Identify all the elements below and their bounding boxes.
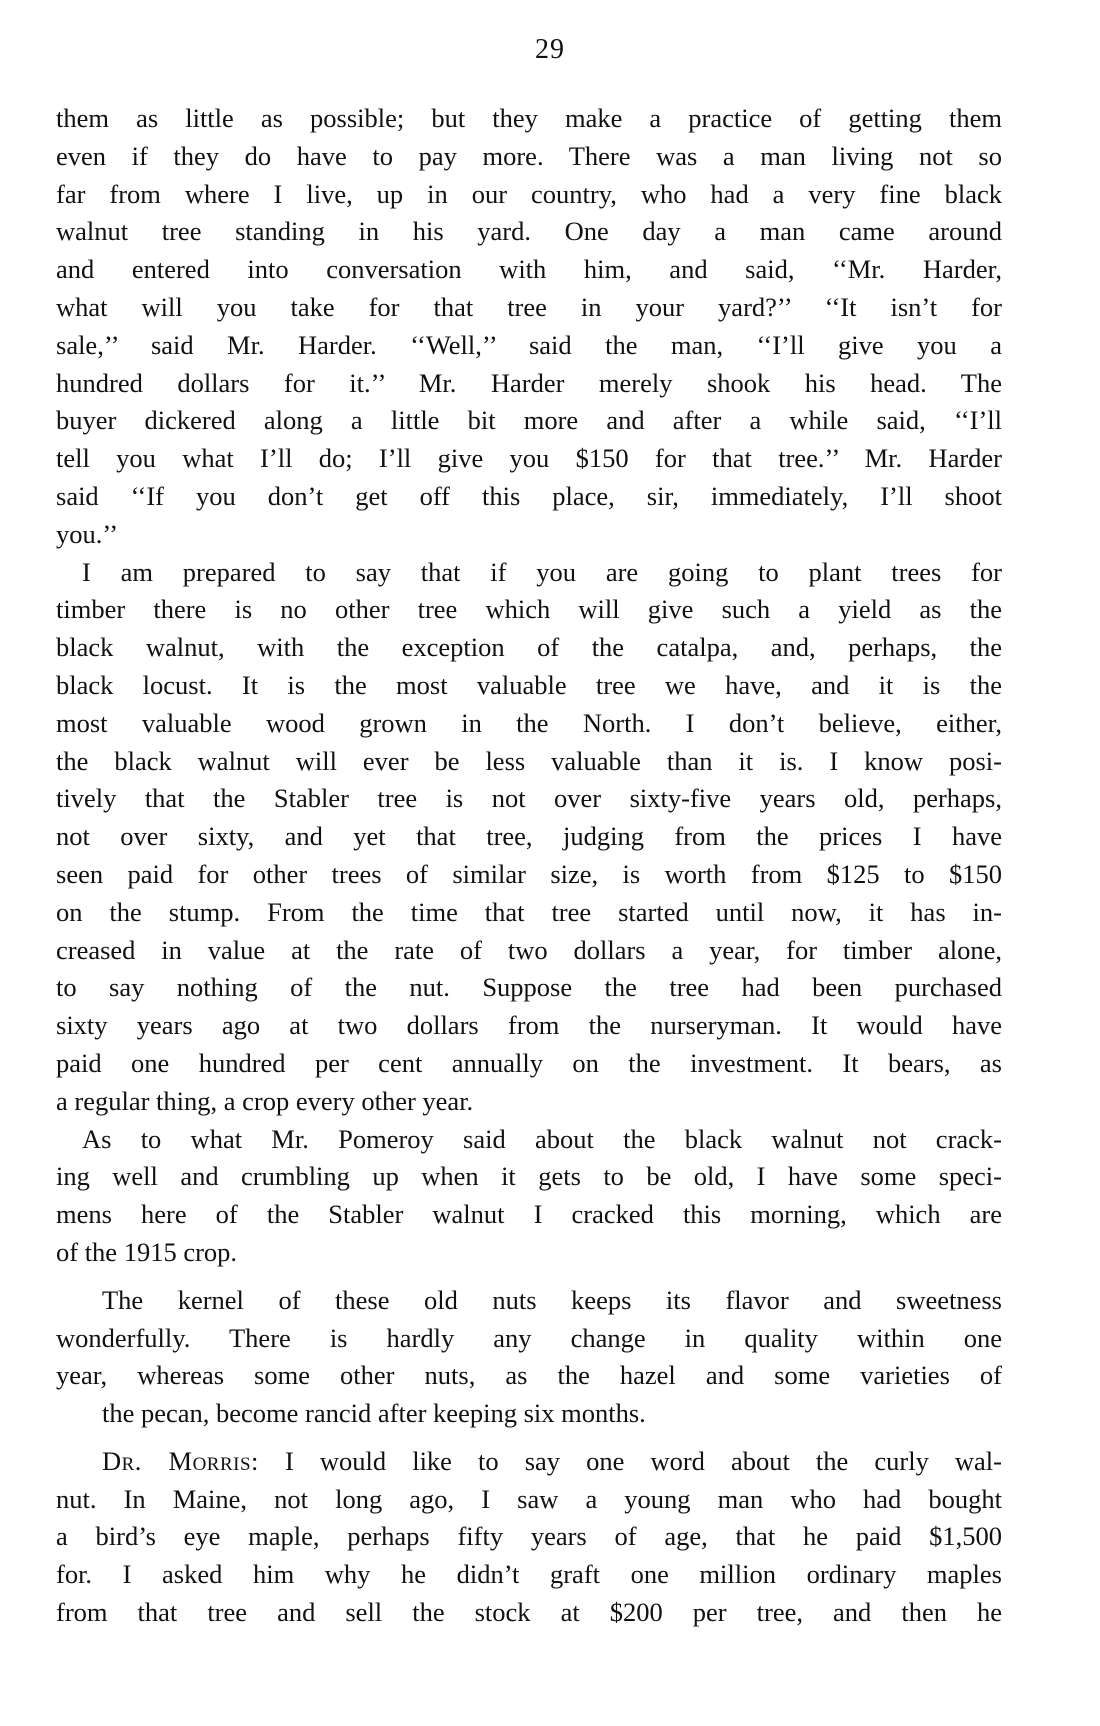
text-line: for. I asked him why he didn’t graft one million ordinary maples xyxy=(56,1559,1002,1590)
text-line: The kernel of these old nuts keeps its flavor and sweetness xyxy=(102,1284,1002,1315)
text-line: most valuable wood grown in the North. I don’t believe, either, xyxy=(56,707,1002,738)
text-line: said ‘‘If you don’t get off this place, sir, immediately, I’ll shoot xyxy=(56,480,1002,511)
page-number: 29 xyxy=(535,34,565,65)
text-line: year, whereas some other nuts, as the hazel and some varieties of xyxy=(56,1360,1002,1391)
text-line: the pecan, become rancid after keeping six months. xyxy=(102,1398,646,1429)
text-line: from that tree and sell the stock at $200 per tree, and then he xyxy=(56,1597,1002,1628)
text-line: a bird’s eye maple, perhaps fifty years of age, that he paid $1,500 xyxy=(56,1521,1002,1552)
text-line: tively that the Stabler tree is not over sixty-five years old, perhaps, xyxy=(56,783,1002,814)
paragraph-gap xyxy=(56,1433,1002,1443)
text-line: buyer dickered along a little bit more and after a while said, ‘‘I’ll xyxy=(56,405,1002,436)
speaker-label: Dr. Morris: xyxy=(102,1445,259,1476)
text-line: sale,’’ said Mr. Harder. ‘‘Well,’’ said the man, ‘‘I’ll give you a xyxy=(56,329,1002,360)
text-line: even if they do have to pay more. There was a man living not so xyxy=(56,140,1002,171)
text-line: a regular thing, a crop every other year. xyxy=(56,1085,474,1116)
text-line: them as little as possible; but they make a practice of getting them xyxy=(56,103,1002,133)
text-line: paid one hundred per cent annually on the investment. It bears, as xyxy=(56,1047,1002,1078)
text-line: the black walnut will ever be less valuable than it is. I know posi- xyxy=(56,745,1002,776)
text-line: timber there is no other tree which will give such a yield as the xyxy=(56,594,1002,625)
text-line: and entered into conversation with him, and said, ‘‘Mr. Harder, xyxy=(56,254,1002,285)
text-line xyxy=(56,1443,1002,1481)
text-line: I am prepared to say that if you are going to plant trees for xyxy=(82,556,1002,587)
text-line: to say nothing of the nut. Suppose the tree had been purchased xyxy=(56,972,1002,1003)
speaker-text: I would like to say one word about the curly wal- xyxy=(258,1445,1002,1476)
text-line: sixty years ago at two dollars from the nurseryman. It would have xyxy=(56,1010,1002,1041)
text-line: black walnut, with the exception of the catalpa, and, perhaps, the xyxy=(56,632,1002,663)
text-line: mens here of the Stabler walnut I cracked this morning, which are xyxy=(56,1199,1002,1230)
text-line: seen paid for other trees of similar size, is worth from $125 to $150 xyxy=(56,858,1002,889)
paragraph-gap xyxy=(56,1272,1002,1282)
text-line: walnut tree standing in his yard. One day a man came around xyxy=(56,216,1002,247)
body-text xyxy=(56,100,1002,1632)
text-line: on the stump. From the time that tree started until now, it has in- xyxy=(56,896,1002,927)
text-line: nut. In Maine, not long ago, I saw a young man who had bought xyxy=(56,1483,1002,1514)
text-line: of the 1915 crop. xyxy=(56,1236,238,1267)
text-line: ing well and crumbling up when it gets to be old, I have some speci- xyxy=(56,1161,1002,1192)
text-line: what will you take for that tree in your yard?’’ ‘‘It isn’t for xyxy=(56,291,1002,322)
text-line: far from where I live, up in our country, who had a very fine black xyxy=(56,178,1002,209)
text-line: not over sixty, and yet that tree, judging from the prices I have xyxy=(56,821,1002,852)
text-line: hundred dollars for it.’’ Mr. Harder merely shook his head. The xyxy=(56,367,1002,398)
text-line: tell you what I’ll do; I’ll give you $150 for that tree.’’ Mr. Harder xyxy=(56,443,1002,474)
text-line: black locust. It is the most valuable tree we have, and it is the xyxy=(56,669,1002,700)
text-line: creased in value at the rate of two dollars a year, for timber alone, xyxy=(56,934,1002,965)
text-line: As to what Mr. Pomeroy said about the black walnut not crack- xyxy=(82,1123,1002,1154)
text-line: you.’’ xyxy=(56,518,119,549)
text-line: wonderfully. There is hardly any change in quality within one xyxy=(56,1322,1002,1353)
